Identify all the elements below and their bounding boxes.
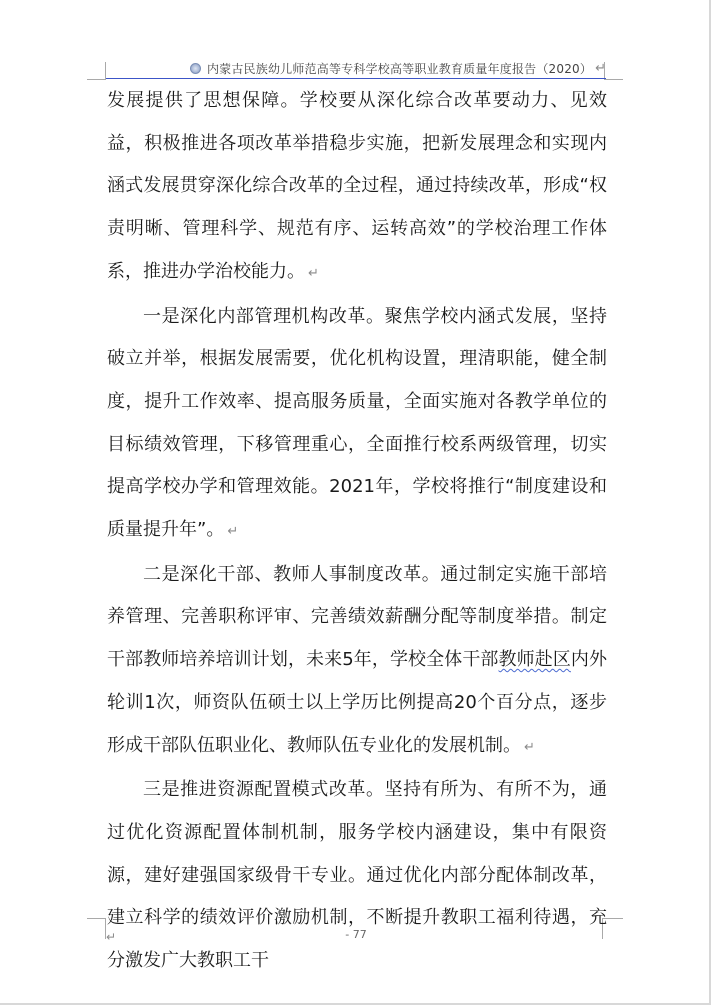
spellcheck-marked-text: 教师赴区 [498, 649, 571, 671]
paragraph-2-text: 一是深化内部管理机构改革。聚焦学校内涵式发展，坚持破立并举，根据发展需要，优化机构设置，理清职能，健全制度，提升工作效率、提高服务质量，全面实施对各教学单位的目标绩效管理，下移管理重心，全面推行校系两级管理，切实提高学校办学和管理效能。2021年，学校将推行“制度建设和质量提升年”。 [107, 305, 607, 541]
paragraph-1-text: 发展提供了思想保障。学校要从深化综合改革要动力、见效益，积极推进各项改革举措稳步实施，把新发展理念和实现内涵式发展贯穿深化综合改革的全过程，通过持续改革，形成“权责明晰、管理科学、规范有序、运转高效”的学校治理工作体系，推进办学治校能力。 [107, 90, 607, 282]
paragraph-mark-icon: ↵ [595, 60, 606, 76]
paragraph-mark-icon: ↵ [524, 739, 535, 755]
paragraph-4[interactable] [107, 769, 607, 983]
paragraph-4-text: 三是推进资源配置模式改革。坚持有所为、有所不为，通过优化资源配置体制机制，服务学校内涵建设，集中有限资源，建好建强国家级骨干专业。通过优化内部分配体制改革，建立科学的绩效评价激励机制，不断提升教职工福利待遇，充分激发广大教职工干 [107, 779, 607, 972]
page-footer [106, 928, 606, 944]
paragraph-2[interactable] [107, 296, 607, 554]
paragraph-mark-icon: ↵ [106, 930, 117, 944]
page-header [106, 58, 606, 78]
paragraph-3-text-after: 内外轮训1次，师资队伍硕士以上学历比例提高20个百分点，逐步形成干部队伍职业化、教师队伍专业化的发展机制。 [107, 649, 608, 756]
crop-mark-top-left-h [87, 79, 106, 80]
paragraph-3[interactable] [107, 554, 607, 770]
header-rule [106, 78, 606, 79]
document-body[interactable] [107, 80, 607, 983]
crop-mark-bottom-left-h [87, 918, 106, 919]
paragraph-1[interactable] [107, 80, 607, 296]
page-number: - 77 [345, 928, 367, 941]
paragraph-mark-icon: ↵ [308, 265, 319, 281]
header-title: 内蒙古民族幼儿师范高等专科学校高等职业教育质量年度报告（2020） [206, 61, 593, 76]
paragraph-mark-icon: ↵ [227, 524, 239, 540]
school-emblem-icon [190, 63, 201, 74]
paragraph-3-text-before: 二是深化干部、教师人事制度改革。通过制定实施干部培养管理、完善职称评审、完善绩效薪酬分配等制度举措。制定干部教师培养培训计划，未来5年，学校全体干部 [107, 563, 607, 671]
